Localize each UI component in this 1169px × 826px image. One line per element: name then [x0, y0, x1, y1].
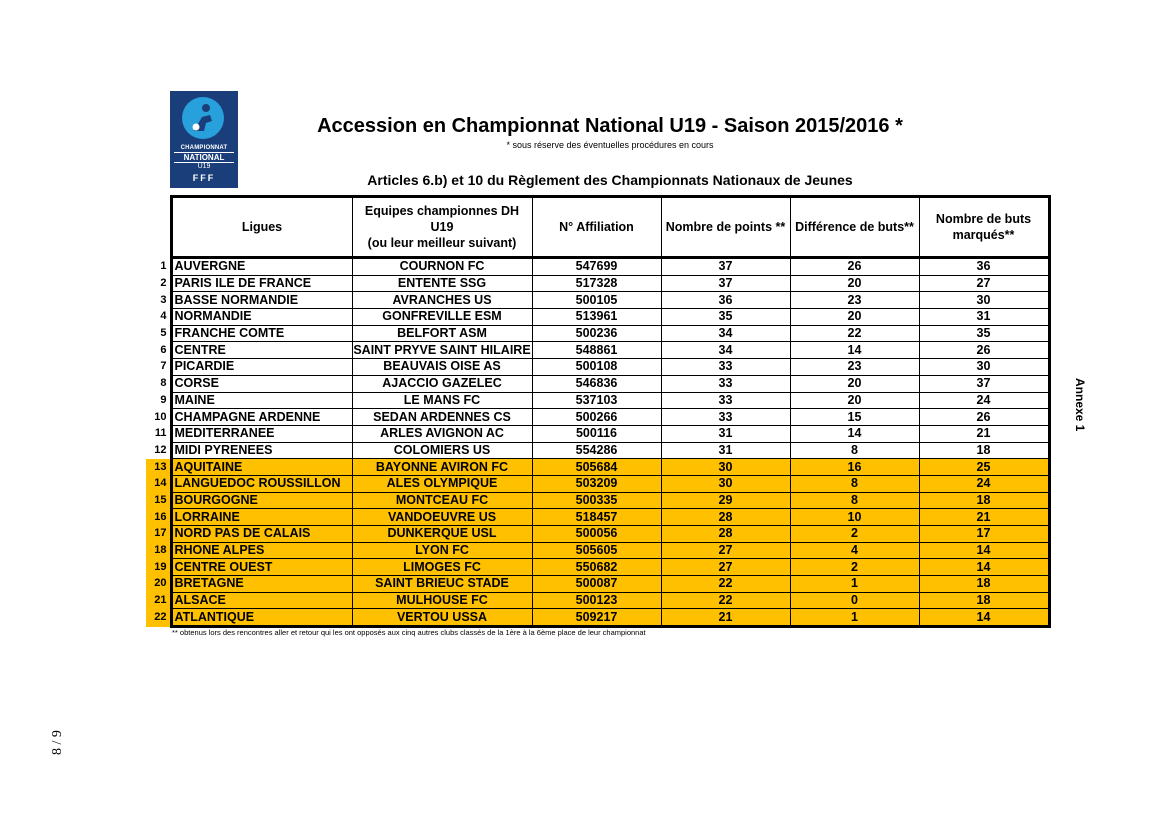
table-row [146, 592, 1049, 609]
rank-cell: 2 [160, 277, 167, 290]
affiliation-cell: 546836 [532, 375, 661, 392]
table-row [146, 425, 1049, 442]
affiliation-cell: 500087 [532, 576, 661, 593]
affiliation-cell: 500105 [532, 292, 661, 309]
diff-cell: 20 [790, 375, 919, 392]
buts-cell: 26 [919, 409, 1049, 426]
rank-cell: 9 [160, 393, 167, 406]
rank-cell: 5 [160, 327, 167, 340]
ligue-cell: NORMANDIE [171, 309, 352, 326]
ligue-cell: CHAMPAGNE ARDENNE [171, 409, 352, 426]
diff-cell: 20 [790, 309, 919, 326]
equipe-cell: MULHOUSE FC [352, 592, 532, 609]
diff-cell: 2 [790, 559, 919, 576]
header-equipes-line-2: U19 [430, 220, 454, 234]
diff-cell: 22 [790, 325, 919, 342]
affiliation-cell: 500056 [532, 526, 661, 543]
points-cell: 37 [661, 275, 790, 292]
logo-line-1: CHAMPIONNAT [180, 145, 228, 151]
buts-cell: 14 [919, 609, 1049, 627]
equipe-cell: LYON FC [352, 542, 532, 559]
rank-cell: 10 [154, 410, 167, 423]
points-cell: 30 [661, 475, 790, 492]
header-affiliation: N° Affiliation [532, 197, 661, 258]
rank-cell: 11 [154, 427, 167, 440]
diff-cell: 4 [790, 542, 919, 559]
affiliation-cell: 547699 [532, 258, 661, 276]
equipe-cell: MONTCEAU FC [352, 492, 532, 509]
buts-cell: 21 [919, 425, 1049, 442]
logo-line-3: U19 [197, 163, 211, 170]
ligue-cell: BASSE NORMANDIE [171, 292, 352, 309]
table-row [146, 492, 1049, 509]
points-cell: 21 [661, 609, 790, 627]
equipe-cell: SAINT BRIEUC STADE [352, 576, 532, 593]
diff-cell: 16 [790, 459, 919, 476]
points-cell: 27 [661, 559, 790, 576]
equipe-cell: AVRANCHES US [352, 292, 532, 309]
header-ligues: Ligues [171, 197, 352, 258]
equipe-cell: ENTENTE SSG [352, 275, 532, 292]
points-cell: 34 [661, 325, 790, 342]
annexe-label-text: Annexe 1 [1073, 378, 1087, 432]
affiliation-cell: 505684 [532, 459, 661, 476]
articles-heading: Articles 6.b) et 10 du Règlement des Championnats Nationaux de Jeunes [367, 172, 853, 188]
rank-header [146, 197, 171, 258]
fff-logo [170, 91, 238, 188]
table-row [146, 409, 1049, 426]
buts-cell: 30 [919, 292, 1049, 309]
points-cell: 31 [661, 442, 790, 459]
affiliation-cell: 518457 [532, 509, 661, 526]
buts-cell: 18 [919, 492, 1049, 509]
diff-cell: 8 [790, 475, 919, 492]
ligue-cell: CENTRE OUEST [171, 559, 352, 576]
table-row [146, 375, 1049, 392]
ligue-cell: AUVERGNE [171, 258, 352, 276]
affiliation-cell: 509217 [532, 609, 661, 627]
affiliation-cell: 500116 [532, 425, 661, 442]
rank-cell: 4 [160, 310, 167, 323]
diff-cell: 0 [790, 592, 919, 609]
table-row [146, 342, 1049, 359]
rank-cell: 3 [160, 293, 167, 306]
equipe-cell: SEDAN ARDENNES CS [352, 409, 532, 426]
table-row [146, 258, 1049, 276]
rank-cell: 8 [160, 377, 167, 390]
points-cell: 33 [661, 409, 790, 426]
ligue-cell: BOURGOGNE [171, 492, 352, 509]
table-row [146, 509, 1049, 526]
equipe-cell: SAINT PRYVE SAINT HILAIRE [353, 342, 531, 357]
diff-cell: 10 [790, 509, 919, 526]
rank-cell: 21 [146, 592, 171, 609]
affiliation-cell: 513961 [532, 309, 661, 326]
ligue-cell: AQUITAINE [171, 459, 352, 476]
buts-cell: 27 [919, 275, 1049, 292]
buts-cell: 18 [919, 592, 1049, 609]
buts-cell: 37 [919, 375, 1049, 392]
points-cell: 28 [661, 526, 790, 543]
affiliation-cell: 550682 [532, 559, 661, 576]
ligue-cell: FRANCHE COMTE [171, 325, 352, 342]
ligue-cell: CORSE [171, 375, 352, 392]
diff-cell: 14 [790, 342, 919, 359]
points-cell: 33 [661, 359, 790, 376]
equipe-cell: ALES OLYMPIQUE [352, 475, 532, 492]
table-row [146, 475, 1049, 492]
points-cell: 36 [661, 292, 790, 309]
ligue-cell: BRETAGNE [171, 576, 352, 593]
table-row [146, 392, 1049, 409]
equipe-cell: VERTOU USSA [352, 609, 532, 627]
diff-cell: 20 [790, 275, 919, 292]
points-cell: 37 [661, 258, 790, 276]
table-row [146, 526, 1049, 543]
table-row [146, 442, 1049, 459]
rank-cell: 18 [146, 542, 171, 559]
rank-cell: 17 [146, 526, 171, 543]
buts-cell: 24 [919, 392, 1049, 409]
ranking-table [146, 195, 1051, 628]
table-row [146, 559, 1049, 576]
diff-cell: 20 [790, 392, 919, 409]
affiliation-cell: 554286 [532, 442, 661, 459]
buts-cell: 18 [919, 442, 1049, 459]
table-row [146, 459, 1049, 476]
ligue-cell: PARIS ILE DE FRANCE [171, 275, 352, 292]
ligue-cell: PICARDIE [171, 359, 352, 376]
ligue-cell: ATLANTIQUE [171, 609, 352, 627]
buts-cell: 17 [919, 526, 1049, 543]
ligue-cell: MEDITERRANEE [171, 425, 352, 442]
points-cell: 30 [661, 459, 790, 476]
header-buts-line-1: Nombre de buts [935, 212, 1032, 226]
diff-cell: 14 [790, 425, 919, 442]
table-row [146, 576, 1049, 593]
equipe-cell: AJACCIO GAZELEC [352, 375, 532, 392]
logo-line-4: FFF [192, 173, 216, 183]
rank-cell: 15 [146, 492, 171, 509]
rank-cell: 6 [160, 343, 167, 356]
buts-cell: 24 [919, 475, 1049, 492]
header-points: Nombre de points ** [661, 197, 790, 258]
rank-cell: 19 [146, 559, 171, 576]
points-cell: 35 [661, 309, 790, 326]
footnote: ** obtenus lors des rencontres aller et retour qui les ont opposés aux cinq autres clubs classés de la 1ère à la 6ème place de leur championnat [172, 628, 646, 637]
buts-cell: 36 [919, 258, 1049, 276]
equipe-cell: COURNON FC [352, 258, 532, 276]
equipe-cell: ARLES AVIGNON AC [352, 425, 532, 442]
header-buts-line-2: marqués** [952, 228, 1015, 242]
equipe-cell: LIMOGES FC [352, 559, 532, 576]
page-title: Accession en Championnat National U19 - Saison 2015/2016 * [317, 115, 903, 137]
buts-cell: 25 [919, 459, 1049, 476]
table-row [146, 325, 1049, 342]
buts-cell: 35 [919, 325, 1049, 342]
rank-cell: 20 [146, 576, 171, 593]
rank-cell: 22 [146, 609, 171, 627]
ligue-cell: LORRAINE [171, 509, 352, 526]
table-row [146, 542, 1049, 559]
header-diff: Différence de buts** [790, 197, 919, 258]
ligue-cell: MIDI PYRENEES [171, 442, 352, 459]
table-row [146, 309, 1049, 326]
equipe-cell: VANDOEUVRE US [352, 509, 532, 526]
equipe-cell: DUNKERQUE USL [352, 526, 532, 543]
points-cell: 27 [661, 542, 790, 559]
equipe-cell: BELFORT ASM [352, 325, 532, 342]
table-row [146, 292, 1049, 309]
equipe-cell: COLOMIERS US [352, 442, 532, 459]
table-body [146, 258, 1049, 627]
points-cell: 22 [661, 592, 790, 609]
diff-cell: 8 [790, 492, 919, 509]
ligue-cell: ALSACE [171, 592, 352, 609]
logo-line-2: NATIONAL [174, 152, 234, 163]
page-number-text: 8 / 9 [50, 730, 65, 755]
buts-cell: 26 [919, 342, 1049, 359]
affiliation-cell: 500335 [532, 492, 661, 509]
affiliation-cell: 500123 [532, 592, 661, 609]
buts-cell: 30 [919, 359, 1049, 376]
ligue-cell: CENTRE [171, 342, 352, 359]
equipe-cell: GONFREVILLE ESM [352, 309, 532, 326]
diff-cell: 23 [790, 292, 919, 309]
ligue-cell: MAINE [171, 392, 352, 409]
diff-cell: 15 [790, 409, 919, 426]
header-equipes-line-1: Equipes championnes DH [364, 204, 520, 218]
buts-cell: 14 [919, 559, 1049, 576]
points-cell: 29 [661, 492, 790, 509]
points-cell: 31 [661, 425, 790, 442]
rank-cell: 16 [146, 509, 171, 526]
affiliation-cell: 500108 [532, 359, 661, 376]
affiliation-cell: 503209 [532, 475, 661, 492]
equipe-cell: LE MANS FC [352, 392, 532, 409]
header-equipes-line-3: (ou leur meilleur suivant) [367, 236, 517, 250]
points-cell: 33 [661, 392, 790, 409]
equipe-cell: BAYONNE AVIRON FC [352, 459, 532, 476]
table-row [146, 359, 1049, 376]
rank-cell: 1 [160, 259, 167, 272]
buts-cell: 31 [919, 309, 1049, 326]
buts-cell: 18 [919, 576, 1049, 593]
points-cell: 34 [661, 342, 790, 359]
page-subtitle: * sous réserve des éventuelles procédures en cours [506, 140, 714, 150]
header-equipes [352, 197, 532, 258]
diff-cell: 8 [790, 442, 919, 459]
points-cell: 22 [661, 576, 790, 593]
equipe-cell: BEAUVAIS OISE AS [352, 359, 532, 376]
points-cell: 28 [661, 509, 790, 526]
affiliation-cell: 500236 [532, 325, 661, 342]
diff-cell: 23 [790, 359, 919, 376]
diff-cell: 1 [790, 609, 919, 627]
table-row [146, 275, 1049, 292]
affiliation-cell: 537103 [532, 392, 661, 409]
diff-cell: 2 [790, 526, 919, 543]
diff-cell: 26 [790, 258, 919, 276]
page-number [44, 715, 74, 765]
ligue-cell: NORD PAS DE CALAIS [171, 526, 352, 543]
ligue-cell: RHONE ALPES [171, 542, 352, 559]
affiliation-cell: 505605 [532, 542, 661, 559]
rank-cell: 12 [154, 443, 167, 456]
football-player-icon [182, 97, 224, 139]
affiliation-cell: 517328 [532, 275, 661, 292]
rank-cell: 13 [146, 459, 171, 476]
table-row [146, 609, 1049, 627]
header-buts [919, 197, 1049, 258]
rank-cell: 14 [146, 475, 171, 492]
annexe-label [1063, 378, 1095, 458]
buts-cell: 21 [919, 509, 1049, 526]
rank-cell: 7 [160, 360, 167, 373]
buts-cell: 14 [919, 542, 1049, 559]
ligue-cell: LANGUEDOC ROUSSILLON [171, 475, 352, 492]
points-cell: 33 [661, 375, 790, 392]
diff-cell: 1 [790, 576, 919, 593]
affiliation-cell: 500266 [532, 409, 661, 426]
table-header-row [146, 197, 1049, 258]
affiliation-cell: 548861 [532, 342, 661, 359]
